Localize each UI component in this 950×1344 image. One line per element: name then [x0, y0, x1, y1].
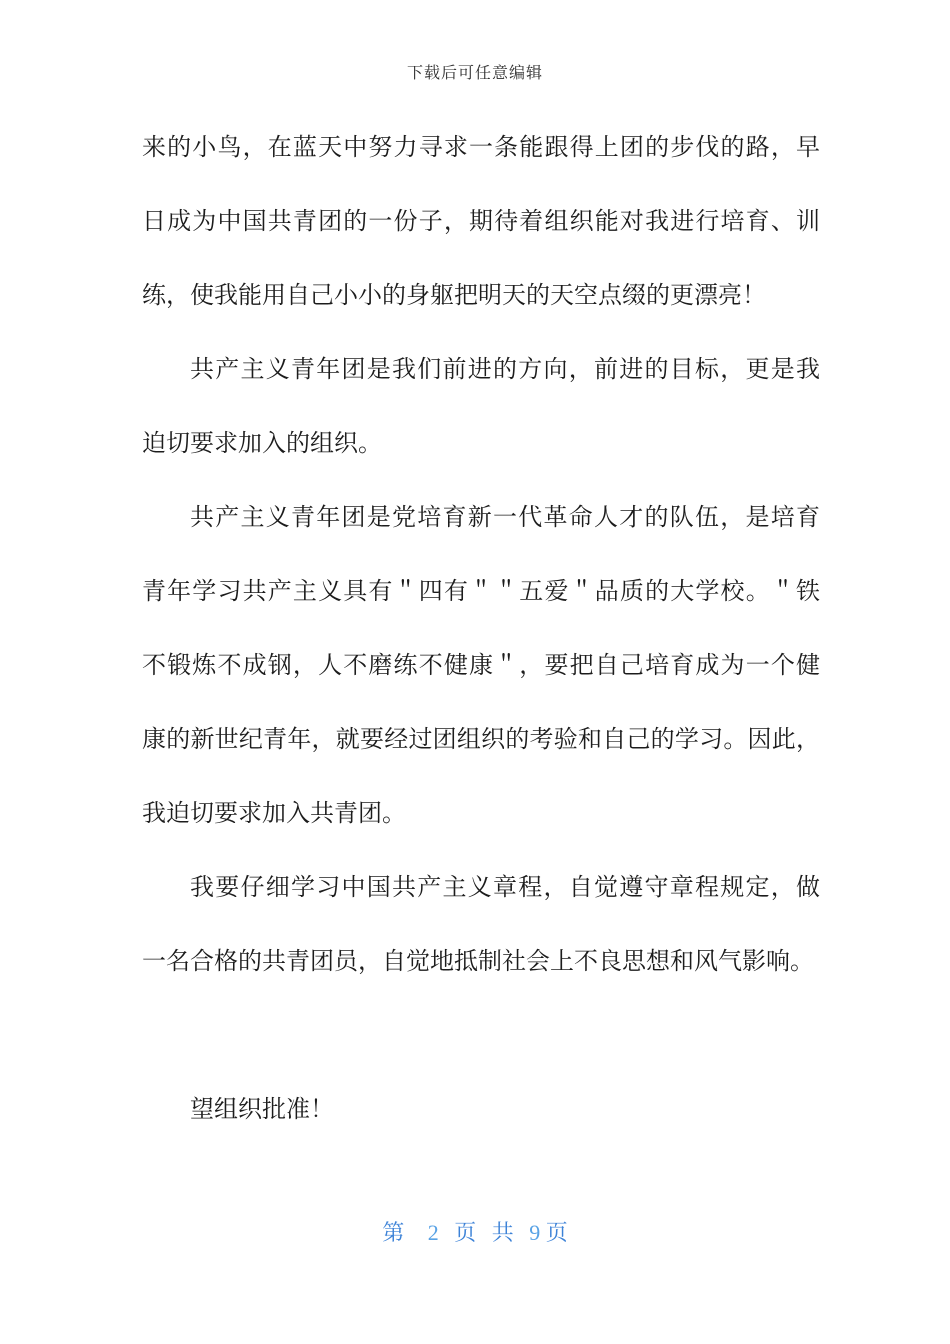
footer-conjunction: 共 [491, 1220, 514, 1245]
footer-current-page: 2 [427, 1220, 439, 1245]
footer-total-pages: 9 [529, 1220, 541, 1245]
text-line: 一名合格的共青团员，自觉地抵制社会上不良思想和风气影响。 [142, 949, 814, 975]
text-line: 共产主义青年团是党培育新一代革命人才的队伍，是培育 [190, 505, 820, 531]
page-footer [0, 1216, 950, 1250]
text-line: 日成为中国共青团的一份子，期待着组织能对我进行培育、训 [142, 209, 820, 235]
footer-page-unit: 页 [454, 1220, 477, 1245]
footer-page-prefix: 第 [382, 1220, 405, 1245]
text-line: 练，使我能用自己小小的身躯把明天的天空点缀的更漂亮！ [142, 283, 766, 309]
text-line: 不锻炼不成钢，人不磨练不健康＂，要把自己培育成为一个健 [142, 653, 820, 679]
text-line: 望组织批准！ [190, 1097, 334, 1123]
text-line: 共产主义青年团是我们前进的方向，前进的目标，更是我 [190, 357, 820, 383]
blank-line [142, 999, 820, 1073]
text-line: 青年学习共产主义具有＂四有＂＂五爱＂品质的大学校。＂铁 [142, 579, 820, 605]
footer-total-unit: 页 [545, 1220, 568, 1245]
document-body [142, 111, 820, 1147]
text-line: 我要仔细学习中国共产主义章程，自觉遵守章程规定，做 [190, 875, 820, 901]
page-header-text: 下载后可任意编辑 [406, 65, 543, 82]
text-line: 康的新世纪青年，就要经过团组织的考验和自己的学习。因此， [142, 727, 820, 753]
text-line: 迫切要求加入的组织。 [142, 431, 382, 457]
text-line: 来的小鸟，在蓝天中努力寻求一条能跟得上团的步伐的路，早 [142, 135, 820, 161]
text-line: 我迫切要求加入共青团。 [142, 801, 406, 827]
